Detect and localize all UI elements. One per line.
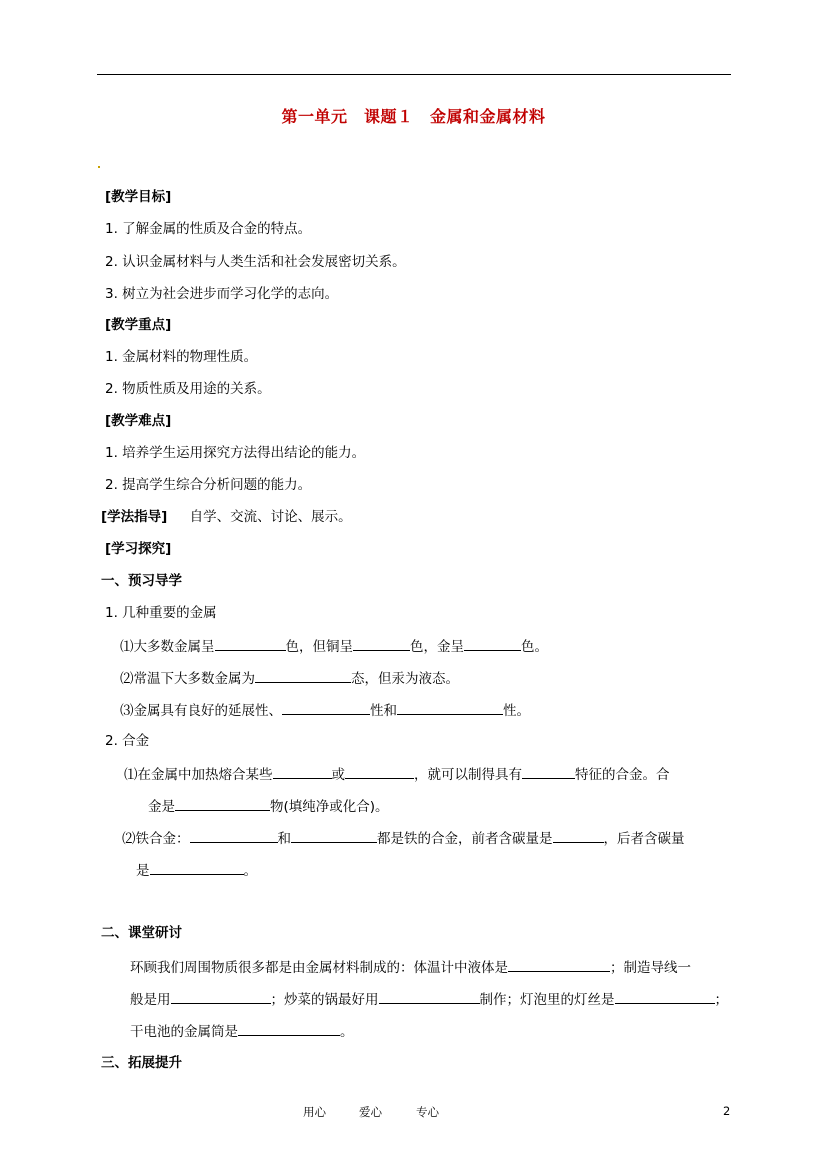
goal-item: 1. 了解金属的性质及合金的特点。: [105, 221, 312, 237]
discussion-line-3: 干电池的金属筒是 。: [130, 1021, 354, 1041]
stray-mark: [98, 166, 100, 168]
section1-heading: 一、预习导学: [101, 573, 182, 589]
method-line: [101, 508, 352, 526]
header-rule: [97, 74, 731, 75]
difficulty-item: 1. 培养学生运用探究方法得出结论的能力。: [105, 445, 366, 461]
key-point-item: 2. 物质性质及用途的关系。: [105, 381, 271, 397]
discussion-line-2: 般是用 ；炒菜的锅最好用 制作；灯泡里的灯丝是 ；: [130, 989, 728, 1009]
answer-blank[interactable]: [522, 764, 575, 779]
method-heading: [学法指导]: [101, 509, 168, 525]
difficulties-heading: [教学难点]: [105, 413, 172, 429]
question-2-1-cont: 金是 物(填纯净或化合)。: [148, 796, 389, 816]
question-2-2: ⑵铁合金： 和 都是铁的合金，前者含碳量是 ，后者含碳量: [122, 828, 685, 848]
goal-item: 2. 认识金属材料与人类生活和社会发展密切关系。: [105, 254, 406, 270]
answer-blank[interactable]: [171, 989, 271, 1004]
question-1-3: ⑶金属具有良好的延展性、 性和 性。: [120, 700, 530, 720]
key-points-heading: [教学重点]: [105, 317, 172, 333]
footer-slogan: 爱心: [359, 1105, 382, 1119]
answer-blank[interactable]: [615, 989, 715, 1004]
answer-blank[interactable]: [273, 764, 332, 779]
answer-blank[interactable]: [255, 668, 351, 683]
method-text: 自学、交流、讨论、展示。: [189, 509, 352, 525]
answer-blank[interactable]: [508, 957, 610, 972]
explore-heading: [学习探究]: [105, 541, 172, 557]
question-2-2-cont: 是 。: [136, 860, 257, 880]
section2-heading: 二、课堂研讨: [101, 925, 182, 941]
answer-blank[interactable]: [282, 700, 370, 715]
page-title: 第一单元 课题１ 金属和金属材料: [281, 107, 546, 126]
answer-blank[interactable]: [190, 828, 278, 843]
answer-blank[interactable]: [397, 700, 503, 715]
footer-slogan: 用心: [303, 1105, 326, 1119]
answer-blank[interactable]: [238, 1021, 340, 1036]
answer-blank[interactable]: [291, 828, 377, 843]
answer-blank[interactable]: [175, 796, 270, 811]
answer-blank[interactable]: [150, 860, 244, 875]
question-1-2: ⑵常温下大多数金属为 态，但汞为液态。: [120, 668, 459, 688]
goal-item: 3. 树立为社会进步而学习化学的志向。: [105, 286, 339, 302]
goals-heading: [教学目标]: [105, 189, 172, 205]
answer-blank[interactable]: [379, 989, 480, 1004]
answer-blank[interactable]: [553, 828, 604, 843]
question-1-1: ⑴大多数金属呈 色，但铜呈 色，金呈 色。: [120, 636, 548, 656]
sub1-title: 1. 几种重要的金属: [105, 605, 217, 621]
discussion-line-1: 环顾我们周围物质很多都是由金属材料制成的：体温计中液体是 ；制造导线一: [130, 957, 691, 977]
page-number: 2: [723, 1104, 731, 1118]
sub2-title: 2. 合金: [105, 733, 150, 749]
answer-blank[interactable]: [215, 636, 286, 651]
question-2-1: ⑴在金属中加热熔合某些 或 ，就可以制得具有 特征的合金。合: [124, 764, 670, 784]
answer-blank[interactable]: [353, 636, 410, 651]
footer-slogan: 专心: [416, 1105, 439, 1119]
section3-heading: 三、拓展提升: [101, 1055, 182, 1071]
difficulty-item: 2. 提高学生综合分析问题的能力。: [105, 477, 312, 493]
key-point-item: 1. 金属材料的物理性质。: [105, 349, 258, 365]
answer-blank[interactable]: [345, 764, 414, 779]
answer-blank[interactable]: [464, 636, 521, 651]
